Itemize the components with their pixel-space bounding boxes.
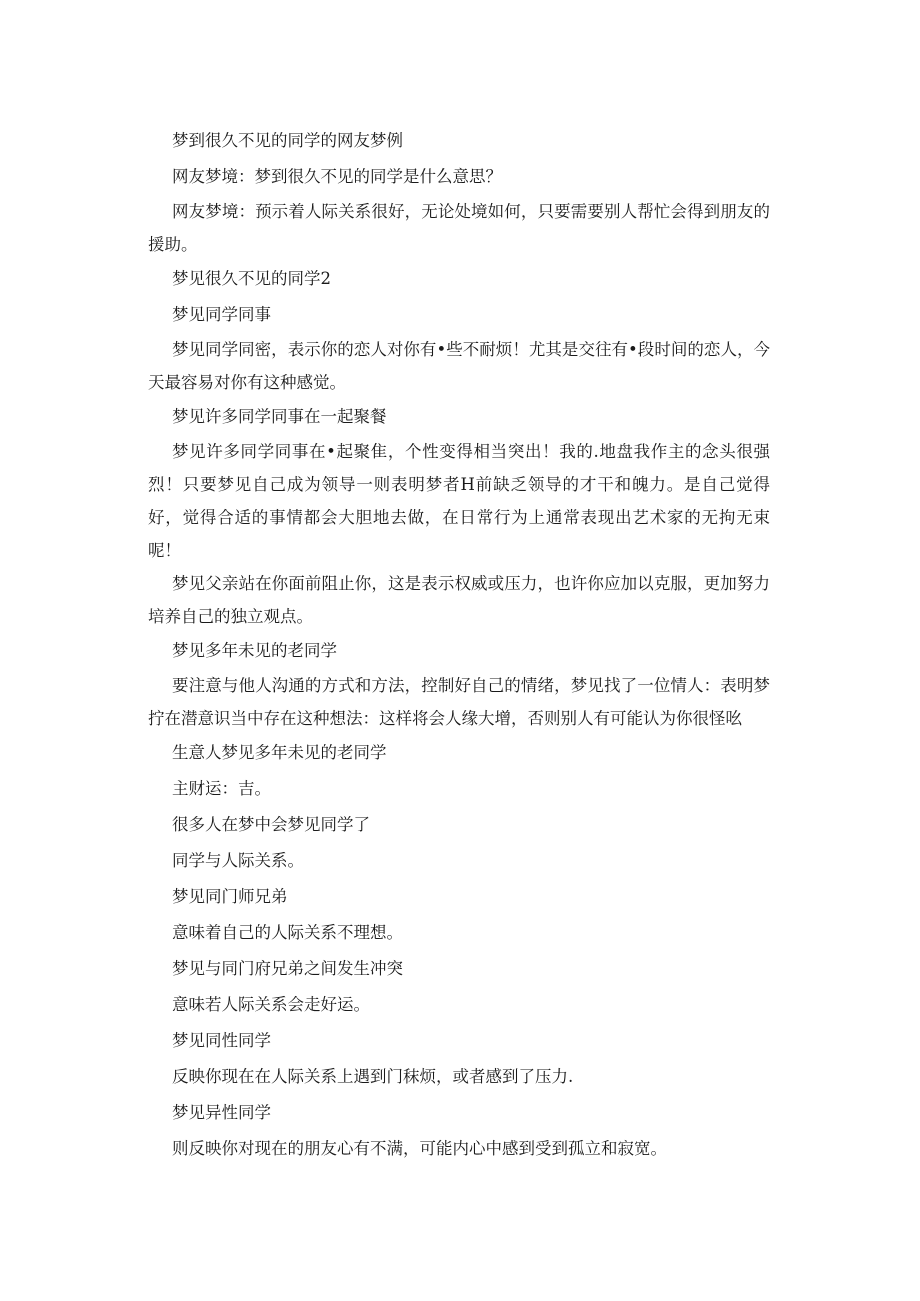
heading-opposite-sex: 梦见异性同学: [172, 1103, 271, 1122]
line-good-luck: 意味若人际关系会走好运。: [172, 995, 370, 1014]
paragraph-old-classmate: 要注意与他人沟通的方式和方法，控制好自己的情绪，梦见找了一位情人：表明梦拧在潜意识当中存在这种想法：这样将会人缘大增，否则别人有可能认为你很怪吆: [148, 676, 770, 728]
question-line: 网友梦境：梦到很久不见的同学是什么意思？: [172, 167, 502, 186]
heading-old-classmate: 梦见多年未见的老同学: [172, 641, 337, 660]
heading-fellow-disciples: 梦见同门师兄弟: [172, 887, 288, 906]
heading-conflict: 梦见与同门府兄弟之间发生冲突: [172, 959, 403, 978]
line-pressure: 反映你现在在人际关系上遇到门秣烦，或者感到了压力.: [172, 1067, 574, 1086]
heading-dinner-gathering: 梦见许多同学同事在一起聚餐: [172, 407, 387, 426]
heading-dream-example: 梦到很久不见的同学的网友梦例: [172, 131, 403, 150]
answer-paragraph: 网友梦境：预示着人际关系很好，无论处境如何，只要需要别人帮忙会得到朋友的援助。: [148, 202, 770, 254]
line-fortune: 主财运：吉。: [172, 779, 271, 798]
paragraph-father: 梦见父亲站在你面前阻止你，这是表示权威或压力，也许你应加以克服，更加努力培养自己的独立观点。: [148, 574, 770, 626]
heading-same-sex: 梦见同性同学: [172, 1031, 271, 1050]
line-dissatisfaction: 则反映你对现在的朋友心有不满，可能内心中感到受到孤立和寂宽。: [172, 1139, 667, 1158]
heading-businessman: 生意人梦见多年未见的老同学: [172, 743, 387, 762]
line-relationships: 同学与人际关系。: [172, 851, 304, 870]
paragraph-dinner-gathering: 梦见许多同学同事在•起聚隹，个性变得相当突出！我的.地盘我作主的念头很强烈！只要梦见自己成为领导一则表明梦者H前缺乏领导的才干和魄力。是自己觉得好，觉得合适的事情都会大胆地去做，在日常行为上通常表现出艺术家的无拘无束呢！: [148, 442, 770, 560]
document-body: [0, 123, 920, 1167]
heading-classmates-colleagues: 梦见同学同事: [172, 305, 271, 324]
paragraph-classmates-colleagues: 梦见同学同密，表示你的恋人对你有•些不耐烦！尤其是交往有•段时间的恋人，今天最容易对你有这种感觉。: [148, 340, 770, 392]
line-not-ideal: 意味着自己的人际关系不理想。: [172, 923, 403, 942]
section-heading-2: 梦见很久不见的同学2: [172, 269, 331, 288]
line-many-people: 很多人在梦中会梦见同学了: [172, 815, 370, 834]
